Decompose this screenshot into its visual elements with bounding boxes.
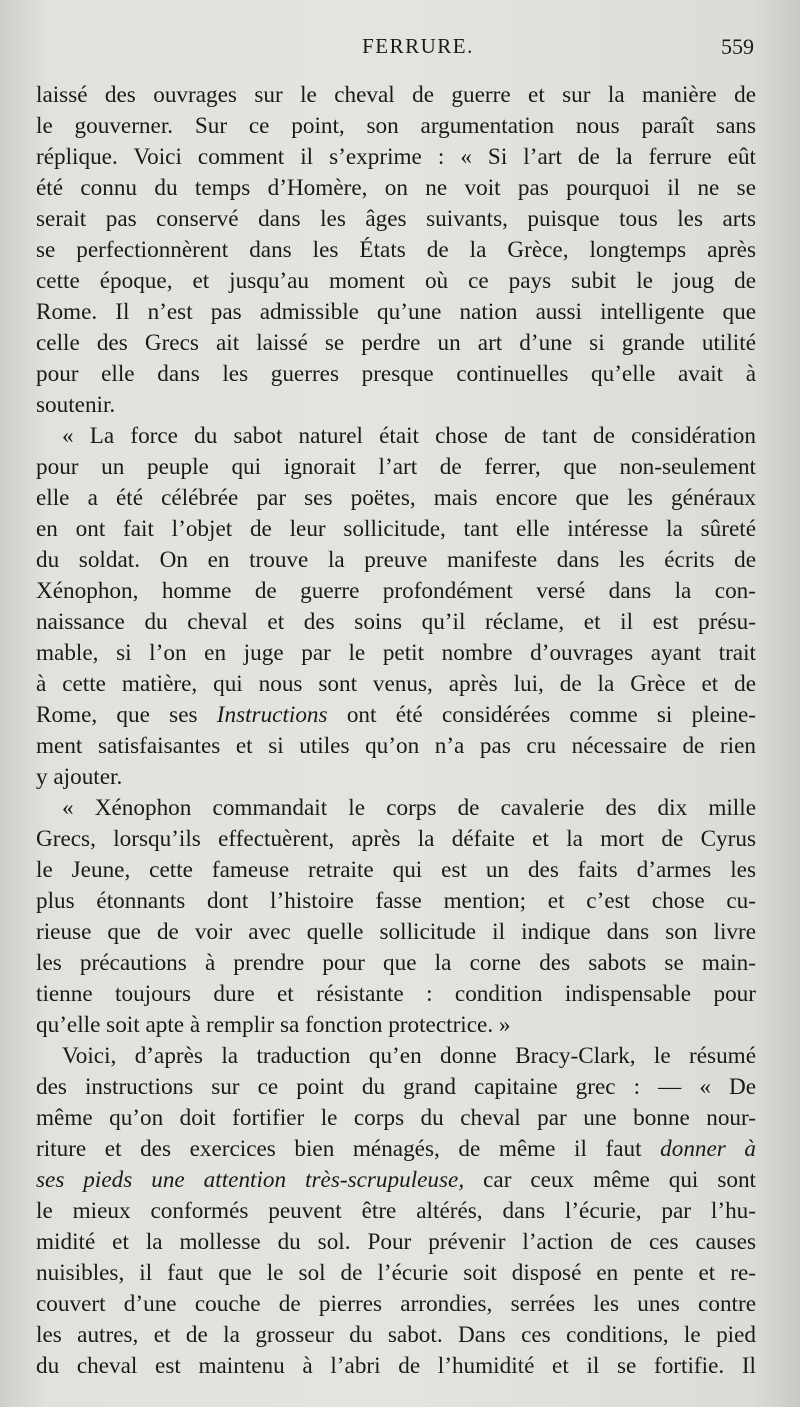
text-line: Xénophon, homme de guerre profondément versé dans la con-	[36, 578, 756, 604]
text-line: été connu du temps d’Homère, on ne voit pas pourquoi il ne se	[36, 175, 756, 201]
text-line: se perfectionnèrent dans les États de la Grèce, longtemps après	[36, 237, 756, 263]
text-fragment: ont été considérées comme si pleine-	[327, 702, 756, 728]
text-line: du cheval est maintenu à l’abri de l’humidité et il se fortifie. Il	[36, 1353, 756, 1379]
text-line: Voici, d’après la traduction qu’en donne Bracy-Clark, le résumé	[62, 1043, 756, 1069]
text-line: serait pas conservé dans les âges suivants, puisque tous les arts	[36, 206, 756, 232]
text-line: des instructions sur ce point du grand capitaine grec : — « De	[36, 1074, 756, 1100]
text-line: le Jeune, cette fameuse retraite qui est un des faits d’armes les	[36, 857, 756, 883]
text-fragment: car ceux même qui sont	[464, 1167, 756, 1193]
text-line: midité et la mollesse du sol. Pour prévenir l’action de ces causes	[36, 1229, 756, 1255]
text-line: en ont fait l’objet de leur sollicitude, tant elle intéresse la sûreté	[36, 516, 756, 542]
text-line: du soldat. On en trouve la preuve manifeste dans les écrits de	[36, 547, 756, 573]
text-line: tienne toujours dure et résistante : condition indispensable pour	[36, 981, 756, 1007]
text-line: les précautions à prendre pour que la corne des sabots se main-	[36, 950, 756, 976]
text-line: laissé des ouvrages sur le cheval de guerre et sur la manière de	[36, 82, 756, 108]
text-line: Rome. Il n’est pas admissible qu’une nation aussi intelligente que	[36, 299, 756, 325]
text-line: qu’elle soit apte à remplir sa fonction protectrice. »	[36, 1012, 511, 1038]
text-fragment: riture et des exercices bien ménagés, de même il faut	[36, 1136, 661, 1162]
text-line: le mieux conformés peuvent être altérés, dans l’écurie, par l’hu-	[36, 1198, 756, 1224]
text-line: naissance du cheval et des soins qu’il réclame, et il est présu-	[36, 609, 756, 635]
text-line: y ajouter.	[36, 764, 123, 790]
text-line: même qu’on doit fortifier le corps du cheval par une bonne nour-	[36, 1105, 756, 1131]
paragraph-3	[36, 793, 756, 1041]
italic-phrase: donner à	[660, 1136, 756, 1162]
paragraph-4	[36, 1041, 756, 1382]
text-line: les autres, et de la grosseur du sabot. Dans ces conditions, le pied	[36, 1322, 756, 1348]
text-line: pour un peuple qui ignorait l’art de ferrer, que non-seulement	[36, 454, 756, 480]
text-line: elle a été célébrée par ses poëtes, mais encore que les généraux	[36, 485, 756, 511]
page-header	[40, 34, 756, 62]
italic-title: Instructions	[216, 702, 328, 728]
text-line: nuisibles, il faut que le sol de l’écurie soit disposé en pente et re-	[36, 1260, 756, 1286]
text-line: cette époque, et jusqu’au moment où ce pays subit le joug de	[36, 268, 756, 294]
text-line: ment satisfaisantes et si utiles qu’on n’a pas cru nécessaire de rien	[36, 733, 756, 759]
body-text	[36, 80, 756, 1382]
text-line: à cette matière, qui nous sont venus, après lui, de la Grèce et de	[36, 671, 756, 697]
text-fragment: Rome, que ses	[36, 702, 217, 728]
text-line: mable, si l’on en juge par le petit nombre d’ouvrages ayant trait	[36, 640, 756, 666]
text-line: rieuse que de voir avec quelle sollicitude il indique dans son livre	[36, 919, 756, 945]
text-line	[36, 700, 756, 731]
text-line	[36, 1134, 756, 1165]
text-line: pour elle dans les guerres presque continuelles qu’elle avait à	[36, 361, 756, 387]
paragraph-2	[36, 421, 756, 793]
text-line: réplique. Voici comment il s’exprime : « Si l’art de la ferrure eût	[36, 144, 756, 170]
text-line: soutenir.	[36, 392, 116, 418]
text-line: « La force du sabot naturel était chose de tant de considération	[62, 423, 756, 449]
text-line: couvert d’une couche de pierres arrondies, serrées les unes contre	[36, 1291, 756, 1317]
text-line	[36, 1165, 756, 1196]
text-line: celle des Grecs ait laissé se perdre un art d’une si grande utilité	[36, 330, 756, 356]
text-line: Grecs, lorsqu’ils effectuèrent, après la défaite et la mort de Cyrus	[36, 826, 756, 852]
paragraph-1	[36, 80, 756, 421]
text-line: le gouverner. Sur ce point, son argumentation nous paraît sans	[36, 113, 756, 139]
italic-phrase: ses pieds une attention très-scrupuleuse,	[36, 1167, 465, 1193]
text-line: plus étonnants dont l’histoire fasse mention; et c’est chose cu-	[36, 888, 756, 914]
running-head: FERRURE.	[362, 34, 474, 58]
text-line: « Xénophon commandait le corps de cavalerie des dix mille	[62, 795, 756, 821]
page-number: 559	[721, 34, 754, 59]
